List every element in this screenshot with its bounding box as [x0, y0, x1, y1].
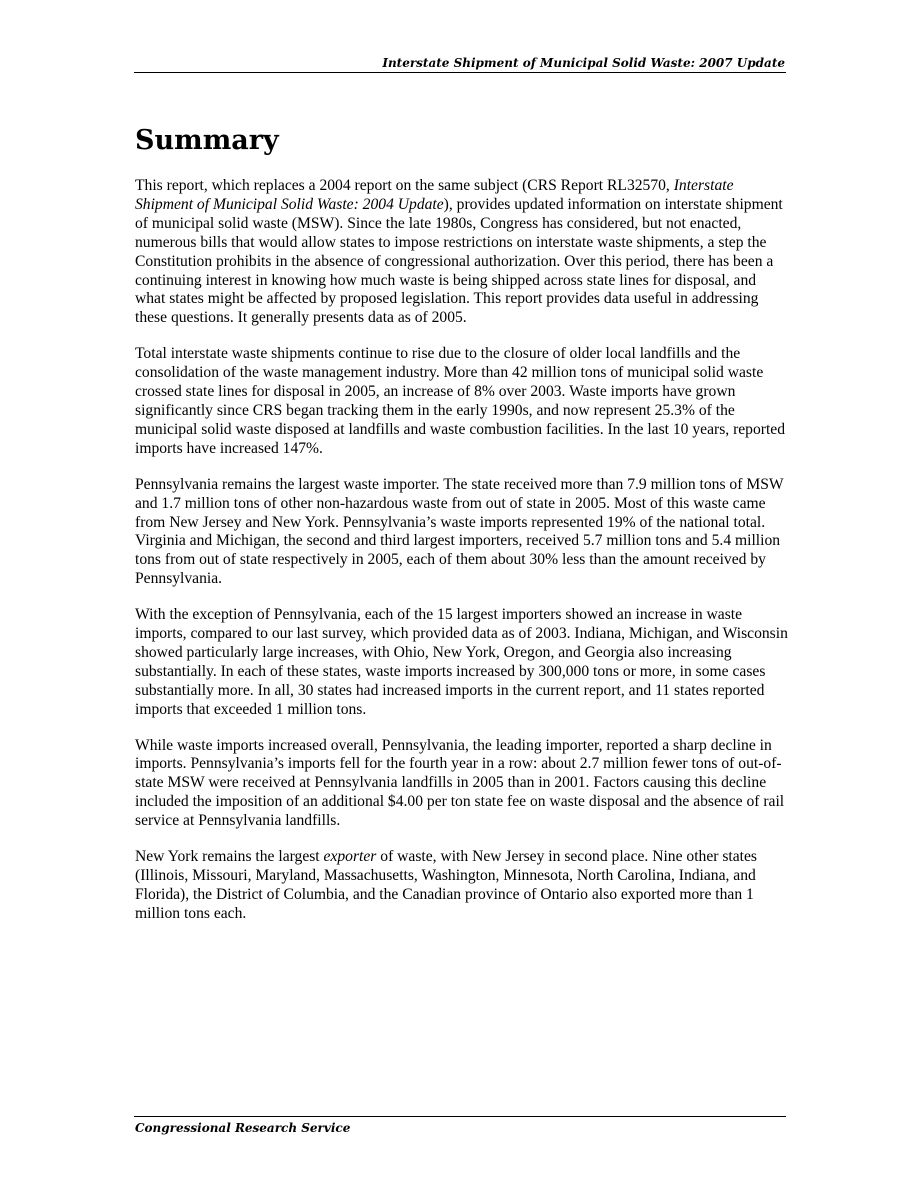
cited-report-title: Interstate Shipment of Municipal Solid Waste: 2004 Update — [135, 177, 734, 213]
header-rule — [134, 72, 786, 73]
paragraph-6-text-c: of waste, with New Jersey in second place. Nine other states (Illinois, Missouri, Maryland, Massachusetts, Washington, Minnesota, North Carolina, Indiana, and Florida), the District of Columbia, and the Canadian province of Ontario also exported more than 1 million tons each. — [135, 848, 758, 922]
page-title: Summary — [135, 125, 279, 156]
paragraph-1-text-a: This report, which replaces a 2004 report on the same subject (CRS Report RL32570, — [135, 177, 674, 194]
summary-body — [135, 177, 790, 941]
paragraph-5: While waste imports increased overall, Pennsylvania, the leading importer, reported a sharp decline in imports. Pennsylvania’s imports fell for the fourth year in a row: about 2.7 million fewer tons of out-of-state MSW were received at Pennsylvania landfills in 2005 than in 2001. Factors causing this decline included the imposition of an additional $4.00 per ton state fee on waste disposal and the absence of rail service at Pennsylvania landfills. — [135, 736, 785, 830]
footer-rule — [134, 1116, 786, 1117]
exporter-emphasis: exporter — [323, 848, 377, 866]
paragraph-6-text-a: New York remains the largest — [135, 848, 324, 866]
running-header: Interstate Shipment of Municipal Solid Waste: 2007 Update — [382, 56, 785, 70]
paragraph-3: Pennsylvania remains the largest waste importer. The state received more than 7.9 million tons of MSW and 1.7 million tons of other non-hazardous waste from out of state in 2005. Most of this waste came from New Jersey and New York. Pennsylvania’s waste imports represented 19% of the national total. Virginia and Michigan, the second and third largest importers, received 5.7 million tons and 5.4 million tons from out of state respectively in 2005, each of them about 30% less than the amount received by Pennsylvania. — [135, 475, 784, 588]
paragraph-6 — [135, 848, 790, 924]
paragraph-2: Total interstate waste shipments continue to rise due to the closure of older local landfills and the consolidation of the waste management industry. More than 42 million tons of municipal solid waste crossed state lines for disposal in 2005, an increase of 8% over 2003. Waste imports have grown significantly since CRS began tracking them in the early 1990s, and now represent 25.3% of the municipal solid waste disposed at landfills and waste combustion facilities. In the last 10 years, reported imports have increased 147%. — [135, 345, 786, 457]
paragraph-1-text-c: ), provides updated information on interstate shipment of municipal solid waste (MSW). Since the late 1980s, Congress has considered, but not enacted, numerous bills that would allow states to impose restrictions on interstate waste shipments, a step the Constitution prohibits in the absence of congressional authorization. Over this period, there has been a continuing interest in knowing how much waste is being shipped across state lines for disposal, and what states might be affected by proposed legislation. This report provides data useful in addressing these questions. It generally presents data as of 2005. — [135, 195, 783, 327]
paragraph-4: With the exception of Pennsylvania, each of the 15 largest importers showed an increase in waste imports, compared to our last survey, which provided data as of 2003. Indiana, Michigan, and Wisconsin showed particularly large increases, with Ohio, New York, Oregon, and Georgia also increasing substantially. In each of these states, waste imports increased by 300,000 tons or more, in some cases substantially more. In all, 30 states had increased imports in the current report, and 11 states reported imports that exceeded 1 million tons. — [135, 606, 788, 718]
running-footer: Congressional Research Service — [135, 1121, 351, 1135]
paragraph-1 — [135, 177, 790, 328]
